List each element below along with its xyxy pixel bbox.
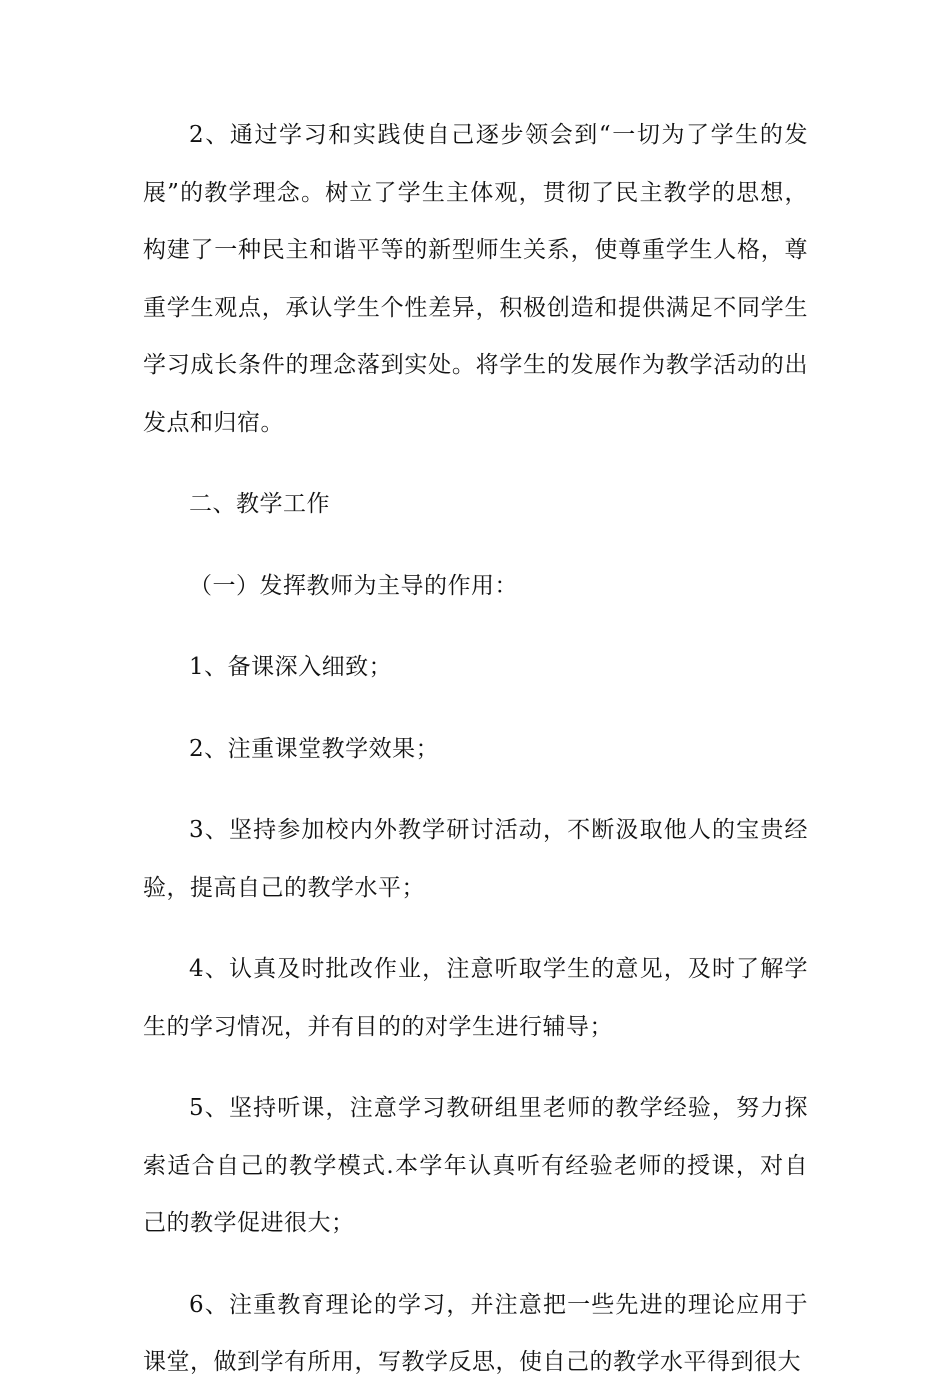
document-body <box>143 107 808 1392</box>
subsection-heading-teacher-leading-role: （一）发挥教师为主导的作用： <box>189 572 518 599</box>
list-item-lesson-preparation: 1、备课深入细致； <box>189 654 393 680</box>
list-item-teaching-seminars: 3、坚持参加校内外教学研讨活动，不断汲取他人的宝贵经验，提高自己的教学水平； <box>143 817 808 901</box>
section-heading-teaching-work: 二、教学工作 <box>189 491 330 517</box>
list-item-homework-correction: 4、认真及时批改作业，注意听取学生的意见，及时了解学生的学习情况，并有目的的对学生进行辅导； <box>143 956 808 1040</box>
list-item-classroom-effect: 2、注重课堂教学效果； <box>189 735 440 762</box>
list-item-education-theory: 6、注重教育理论的学习，并注意把一些先进的理论应用于课堂，做到学有所用，写教学反思，使自己的教学水平得到很大 <box>143 1291 808 1375</box>
list-item-lesson-observation: 5、坚持听课，注意学习教研组里老师的教学经验，努力探索适合自己的教学模式.本学年认真听有经验老师的授课，对自己的教学促进很大； <box>143 1095 808 1236</box>
paragraph-understanding-teaching-philosophy: 2、通过学习和实践使自己逐步领会到“一切为了学生的发展”的教学理念。树立了学生主体观，贯彻了民主教学的思想，构建了一种民主和谐平等的新型师生关系，使尊重学生人格，尊重学生观点，承认学生个性差异，积极创造和提供满足不同学生学习成长条件的理念落到实处。将学生的发展作为教学活动的出发点和归宿。 <box>143 122 808 436</box>
